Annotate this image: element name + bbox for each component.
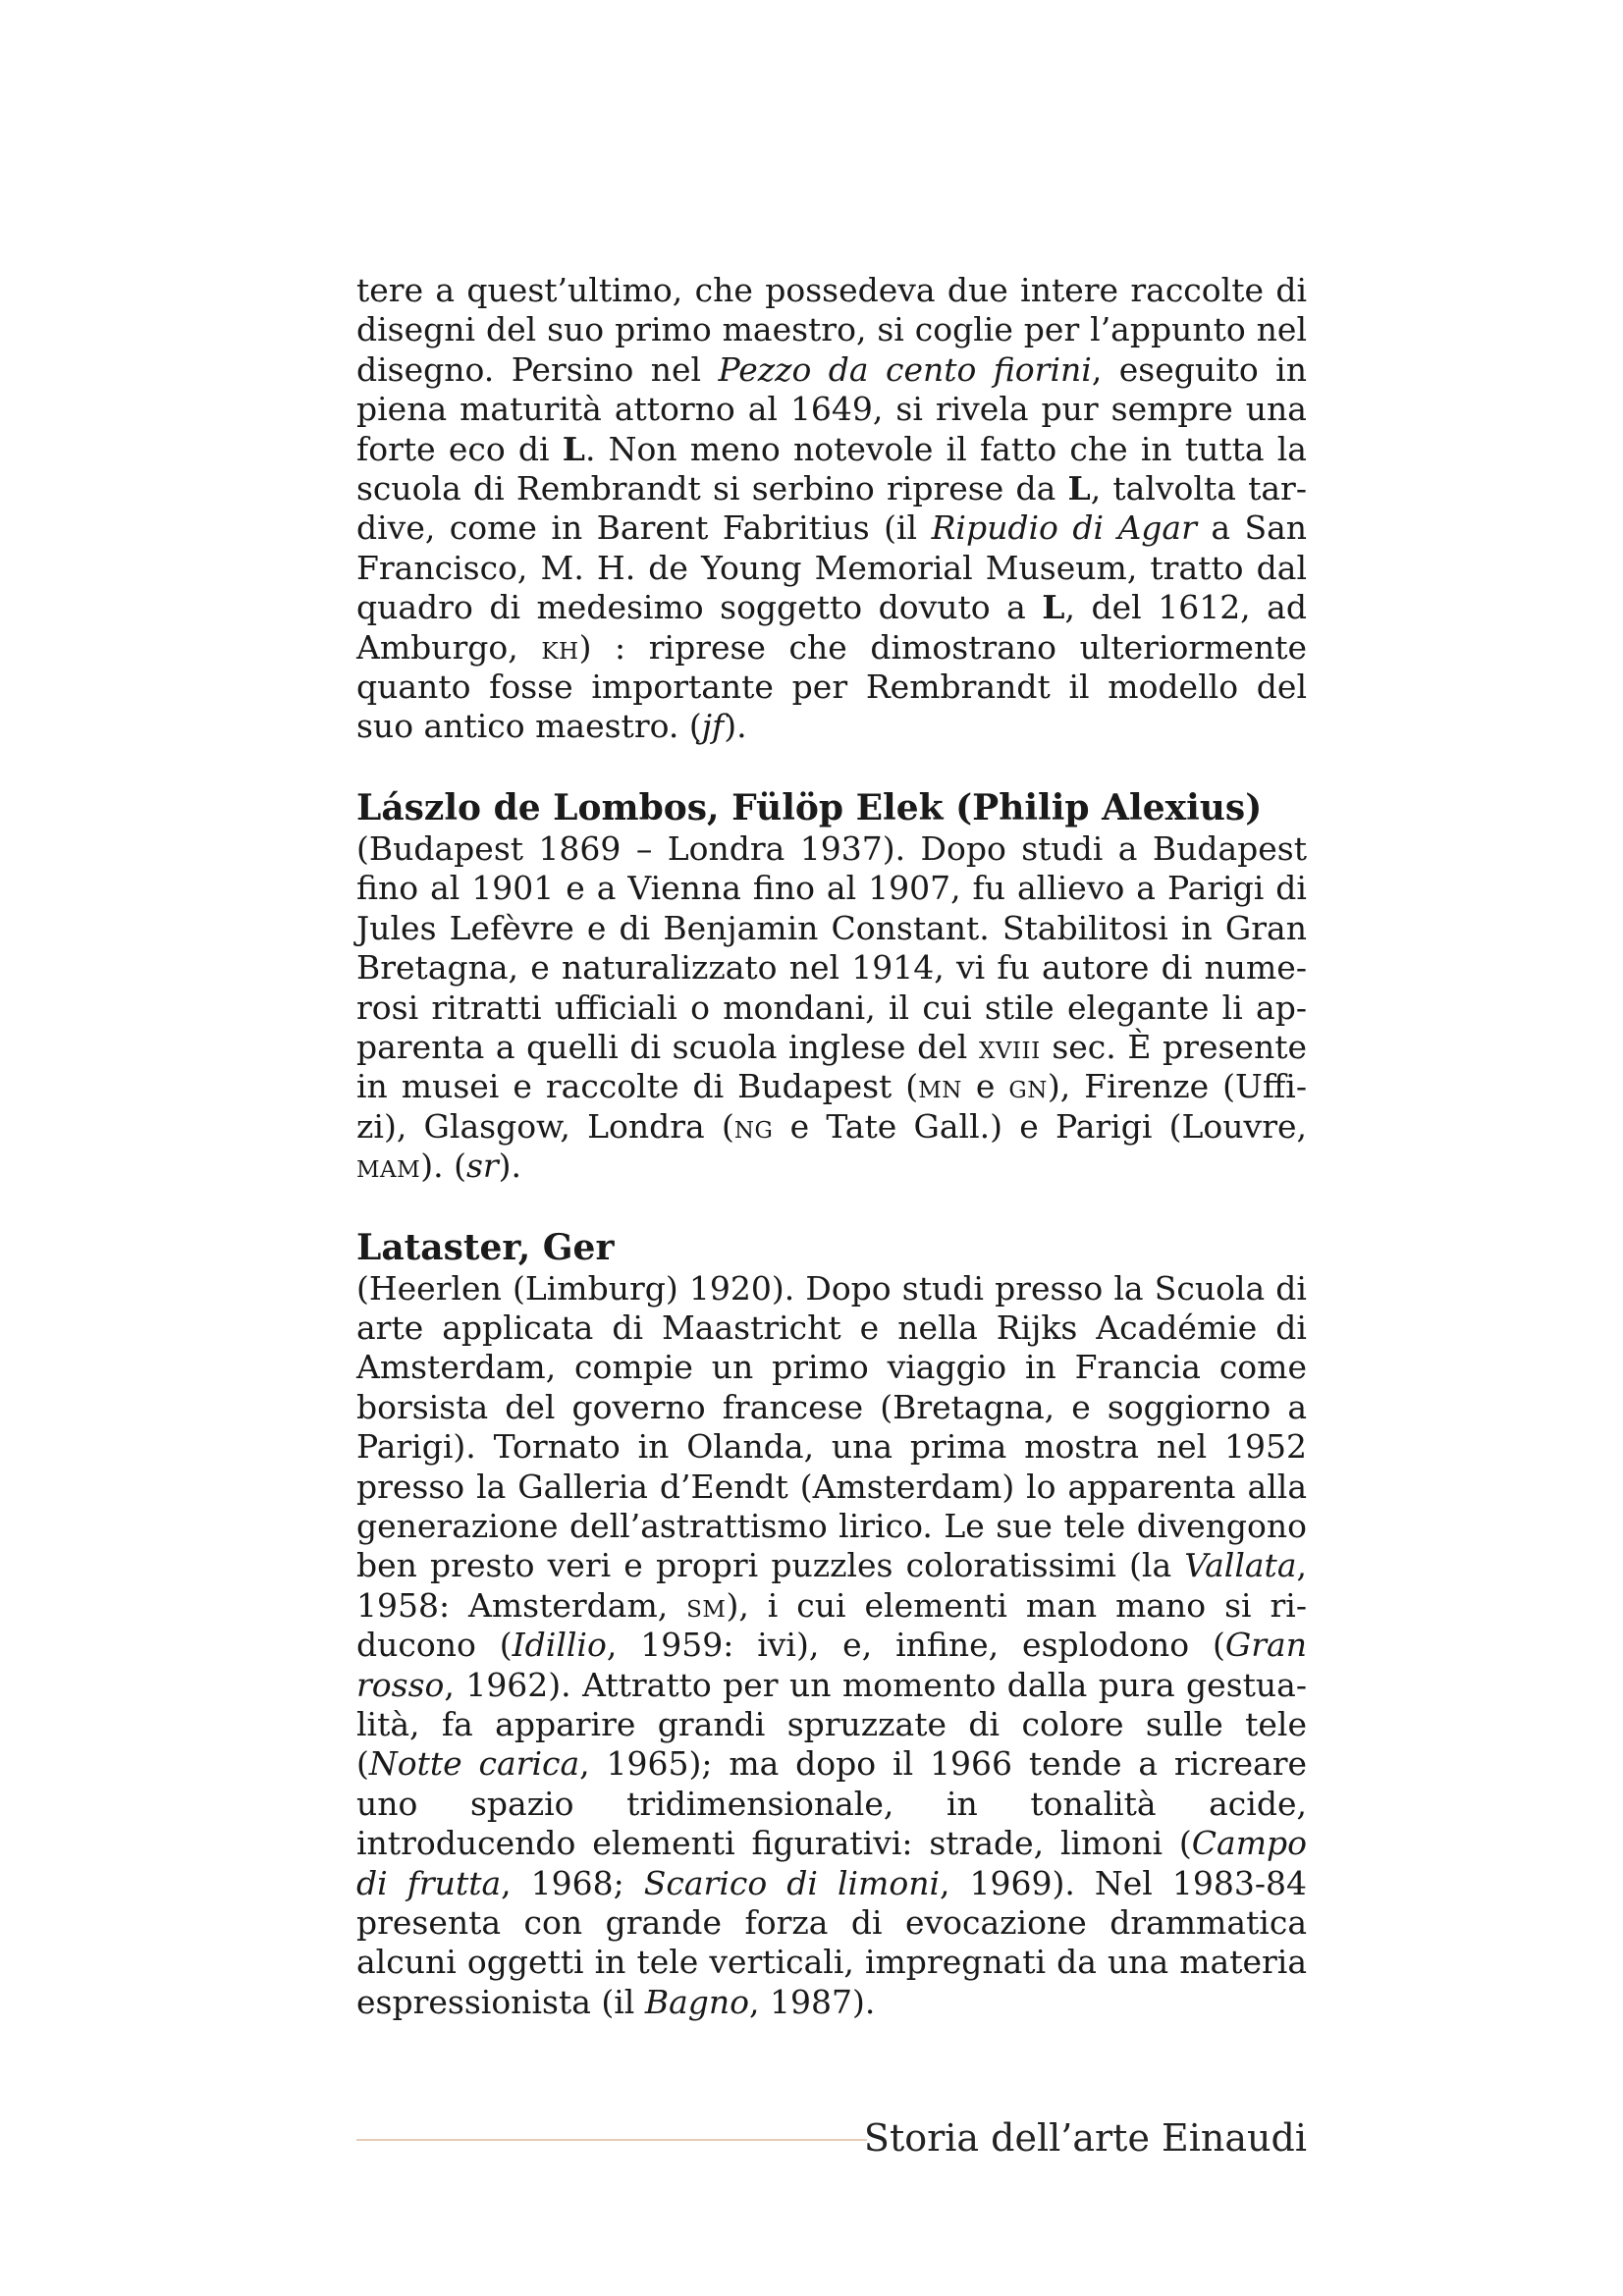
artwork-title: Idillio: [512, 1626, 607, 1665]
author-initials: jf: [701, 707, 725, 746]
continuation-paragraph: [356, 271, 1307, 747]
abbrev-bold: L: [1042, 588, 1065, 627]
text-run: sec. È presente in musei e raccolte di Budapest (: [356, 1027, 1307, 1106]
text-run: , del 1612, ad Amburgo,: [356, 588, 1307, 667]
museum-abbrev: sm: [686, 1585, 727, 1625]
text-run: . Non meno notevole il fatto che in tutta la scuola di Rembrandt si serbino riprese da: [356, 429, 1307, 508]
text-run: e: [961, 1067, 1009, 1106]
spacer: [356, 1187, 1307, 1226]
abbrev-bold: L: [1067, 469, 1091, 508]
museum-abbrev: ng: [733, 1106, 774, 1146]
spacer: [356, 747, 1307, 786]
text-run: , 1958: Amsterdam,: [356, 1546, 1307, 1625]
museum-abbrev: mn: [918, 1067, 962, 1106]
artwork-title: Pezzo da cento fiorini: [718, 349, 1092, 389]
entry-title: Lataster, Ger: [356, 1226, 615, 1268]
artwork-title: Bagno: [644, 1982, 749, 2021]
museum-abbrev: kh: [541, 627, 579, 667]
museum-abbrev: mam: [356, 1147, 421, 1186]
artwork-title: Vallata: [1184, 1546, 1297, 1585]
text-run: a San Francisco, M. H. de Young Memorial Museum, tratto dal quadro di medesimo soggetto dovuto a: [356, 508, 1308, 627]
text-run: ), i cui elementi man mano si riducono (: [356, 1585, 1307, 1665]
century-numeral: xviii: [978, 1027, 1041, 1066]
text-run: ).: [724, 707, 747, 746]
artwork-title: Gran rosso: [356, 1626, 1307, 1704]
museum-abbrev: gn: [1008, 1067, 1048, 1106]
text-run: ). (: [420, 1147, 466, 1186]
artwork-title: Notte carica: [368, 1744, 580, 1784]
entry-paragraph: [356, 1269, 1307, 2023]
entry-title: Lászlo de Lombos, Fülöp Elek (Philip Alexius): [356, 786, 1263, 828]
footer-rule: [356, 2139, 867, 2141]
text-run: ).: [498, 1147, 522, 1186]
text-run: , 1968;: [501, 1863, 644, 1902]
text-run: , 1962). Attratto per un momento dalla pura gestualità, fa apparire grandi spruzzate di colore sulle tele (: [356, 1665, 1307, 1784]
page-content: [356, 271, 1307, 2022]
text-run: , 1969). Nel 1983-84 presenta con grande forza di evocazione drammatica alcuni oggetti in tele verticali, impregnati da una materia espressionista (il: [356, 1863, 1307, 2021]
text-run: , 1987).: [749, 1982, 876, 2021]
abbrev-bold: L: [562, 429, 585, 468]
text-run: tere a quest’ultimo, che possedeva due intere raccolte di disegni del suo primo maestro, si coglie per l’appunto nel disegno. Persino nel: [356, 271, 1307, 389]
footer-publication-title: Storia dell’arte Einaudi: [863, 2116, 1307, 2160]
text-run: (Heerlen (Limburg) 1920). Dopo studi presso la Scuola di arte applicata di Maastricht e nella Rijks Académie di Amsterdam, compie un primo viaggio in Francia come borsista del governo francese (Bretagna, e soggiorno a Parigi). Tornato in Olanda, una prima mostra nel 1952 presso la Galleria d’Eendt (Amsterdam) lo apparenta alla generazione dell’astrattismo lirico. Le sue tele divengono ben presto veri e propri puzzles coloratissimi (la: [356, 1268, 1307, 1585]
author-initials: sr: [465, 1147, 499, 1186]
text-run: e Tate Gall.) e Parigi (Louvre,: [773, 1106, 1307, 1146]
text-run: , eseguito in piena maturità attorno al 1649, si rivela pur sempre una forte eco di: [356, 349, 1307, 468]
text-run: (Budapest 1869 – Londra 1937). Dopo studi a Budapest fino al 1901 e a Vienna fino al 1907, fu allievo a Parigi di Jules Lefèvre e di Benjamin Constant. Stabilitosi in Gran Bretagna, e naturalizzato nel 1914, vi fu autore di numerosi ritratti ufficiali o mondani, il cui stile elegante li apparenta a quelli di scuola inglese del: [356, 828, 1307, 1066]
text-run: ), Firenze (Uffizi), Glasgow, Londra (: [356, 1067, 1308, 1146]
text-run: , 1959: ivi), e, infine, esplodono (: [606, 1626, 1225, 1665]
text-run: , 1965); ma dopo il 1966 tende a ricreare uno spazio tridimensionale, in tonalità acide, introducendo elementi figurativi: strade, limoni (: [356, 1744, 1307, 1863]
artwork-title: Ripudio di Agar: [931, 508, 1197, 548]
text-run: ) : riprese che dimostrano ulteriormente quanto fosse importante per Rembrandt il modello del suo antico maestro. (: [356, 627, 1308, 746]
artwork-title: Scarico di limoni: [643, 1863, 941, 1902]
entry-paragraph: [356, 829, 1307, 1187]
artwork-title: Campo di frutta: [356, 1824, 1307, 1902]
page-footer: [356, 2109, 1307, 2167]
text-run: , talvolta tardive, come in Barent Fabritius (il: [356, 469, 1307, 548]
